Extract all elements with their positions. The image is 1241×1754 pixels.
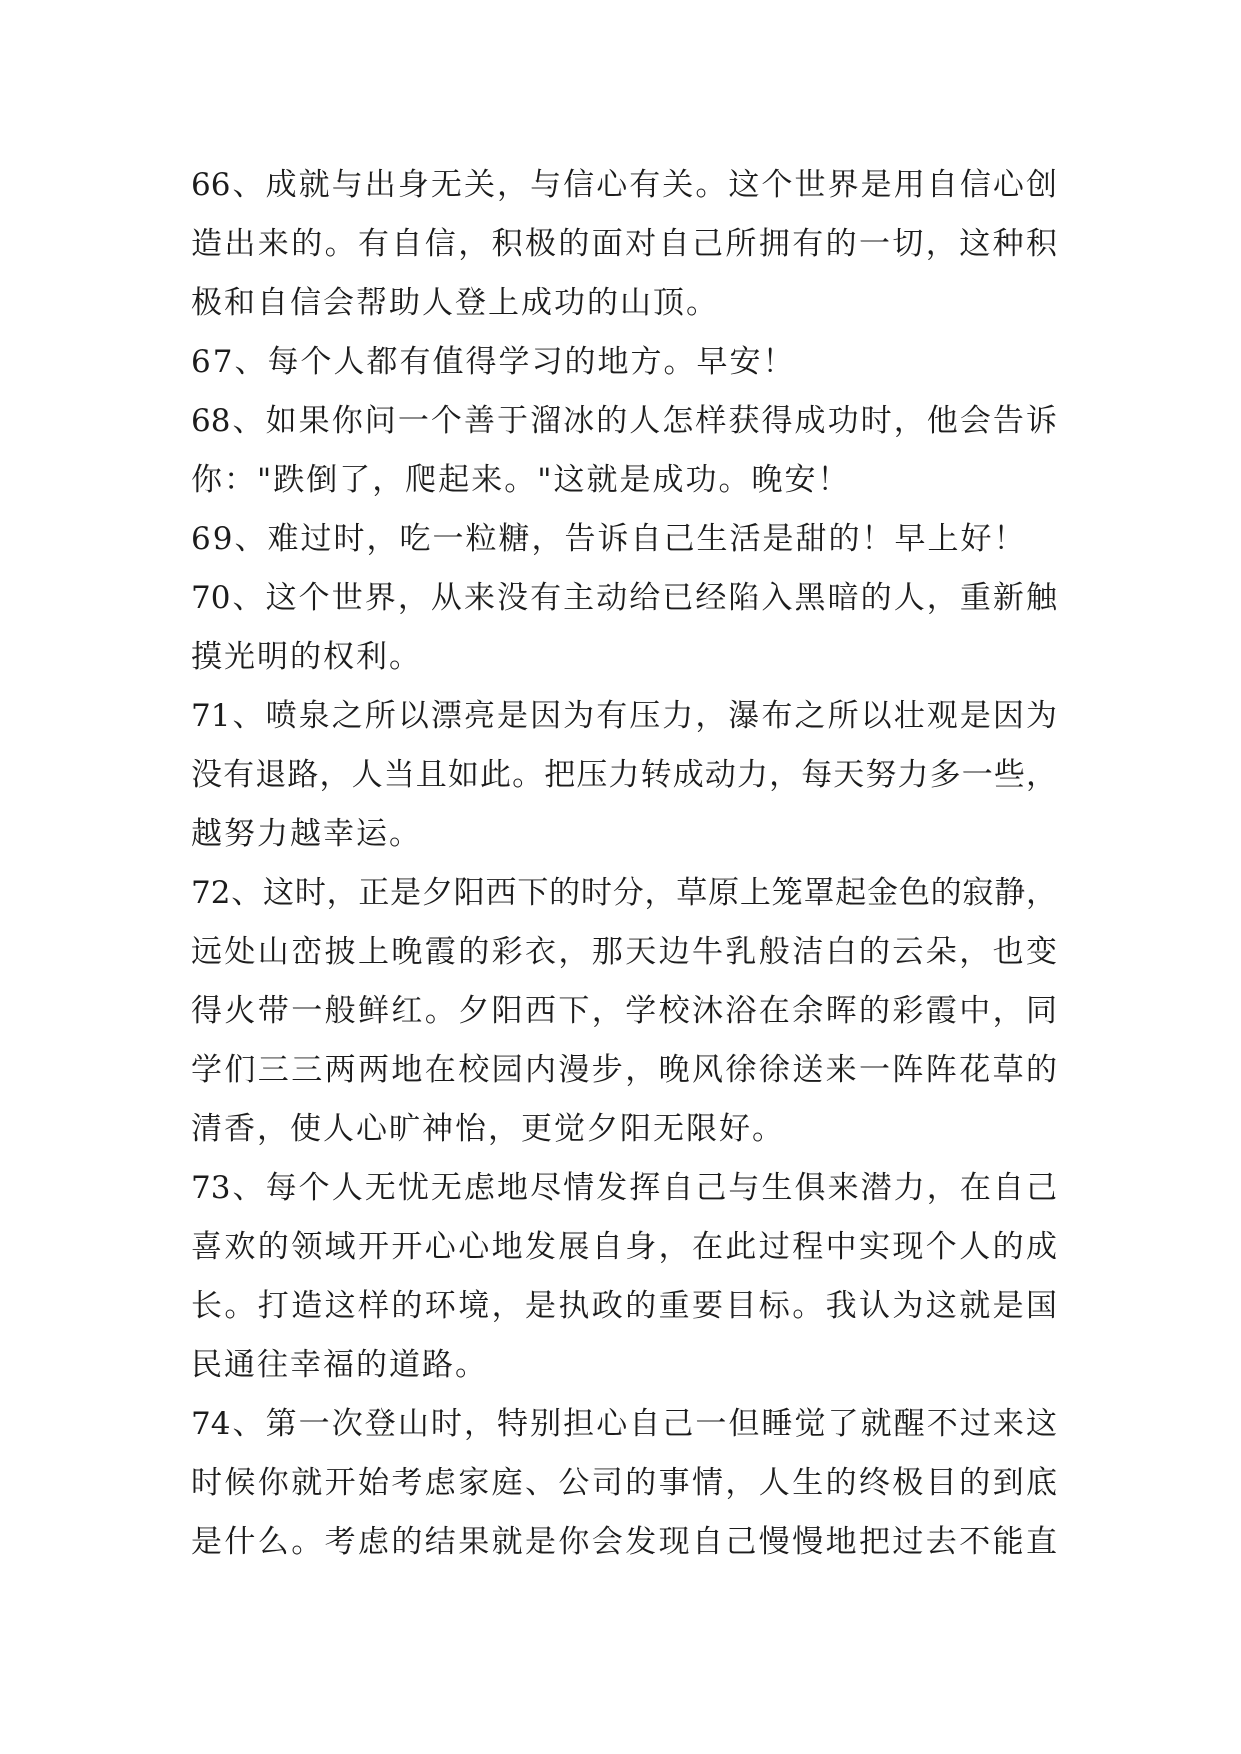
text-line: 远处山峦披上晚霞的彩衣，那天边牛乳般洁白的云朵，也变 — [191, 934, 1057, 970]
text-line: 长。打造这样的环境，是执政的重要目标。我认为这就是国 — [191, 1288, 1057, 1324]
text-line: 是什么。考虑的结果就是你会发现自己慢慢地把过去不能直 — [191, 1524, 1057, 1560]
paragraph-74 — [191, 1395, 1057, 1572]
text-line: 喜欢的领域开开心心地发展自身，在此过程中实现个人的成 — [191, 1229, 1057, 1265]
text-line: 72、这时，正是夕阳西下的时分，草原上笼罩起金色的寂静， — [191, 875, 1057, 911]
text-line: 73、每个人无忧无虑地尽情发挥自己与生俱来潜力，在自己 — [191, 1170, 1057, 1206]
text-line: 68、如果你问一个善于溜冰的人怎样获得成功时，他会告诉 — [191, 403, 1057, 439]
document-body — [191, 156, 1057, 1572]
text-line: 时候你就开始考虑家庭、公司的事情，人生的终极目的到底 — [191, 1465, 1057, 1501]
paragraph-66 — [191, 156, 1057, 333]
text-line: 极和自信会帮助人登上成功的山顶。 — [191, 285, 719, 321]
text-line: 民通往幸福的道路。 — [191, 1347, 488, 1383]
text-line: 没有退路，人当且如此。把压力转成动力，每天努力多一些， — [191, 757, 1057, 793]
text-line: 70、这个世界，从来没有主动给已经陷入黑暗的人，重新触 — [191, 580, 1057, 616]
text-line: 67、每个人都有值得学习的地方。早安！ — [191, 344, 796, 380]
text-line: 清香，使人心旷神怡，更觉夕阳无限好。 — [191, 1111, 785, 1147]
text-line: 66、成就与出身无关，与信心有关。这个世界是用自信心创 — [191, 167, 1057, 203]
text-line: 越努力越幸运。 — [191, 816, 422, 852]
text-line: 74、第一次登山时，特别担心自己一但睡觉了就醒不过来这 — [191, 1406, 1057, 1442]
paragraph-70 — [191, 569, 1057, 687]
paragraph-71 — [191, 687, 1057, 864]
text-line: 得火带一般鲜红。夕阳西下，学校沐浴在余晖的彩霞中，同 — [191, 993, 1057, 1029]
text-line: 摸光明的权利。 — [191, 639, 422, 675]
paragraph-69 — [191, 510, 1057, 569]
paragraph-68 — [191, 392, 1057, 510]
paragraph-72 — [191, 864, 1057, 1159]
text-line: 造出来的。有自信，积极的面对自己所拥有的一切，这种积 — [191, 226, 1057, 262]
text-line: 69、难过时，吃一粒糖，告诉自己生活是甜的！早上好！ — [191, 521, 1027, 557]
text-line: 你："跌倒了，爬起来。"这就是成功。晚安！ — [191, 462, 851, 498]
text-line: 71、喷泉之所以漂亮是因为有压力，瀑布之所以壮观是因为 — [191, 698, 1057, 734]
paragraph-67 — [191, 333, 1057, 392]
paragraph-73 — [191, 1159, 1057, 1395]
text-line: 学们三三两两地在校园内漫步，晚风徐徐送来一阵阵花草的 — [191, 1052, 1057, 1088]
